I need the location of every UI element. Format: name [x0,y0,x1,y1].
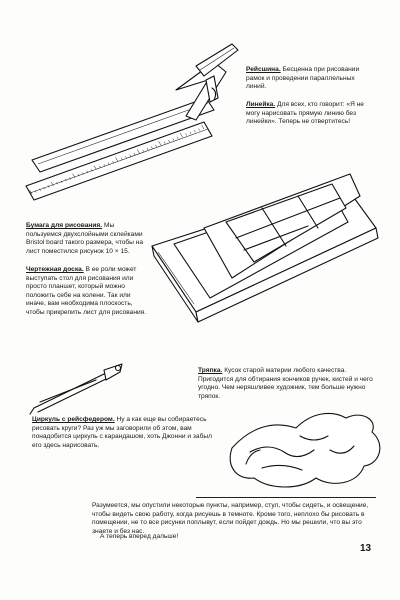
t-square-text: Бесценна при рисовании рамок и проведении параллельных линий. [246,66,360,91]
footer-closing: А теперь вперед дальше! [100,533,179,540]
t-square-term: Рейсшина. [246,66,281,73]
paper-caption [26,222,150,256]
footer-paragraph: Разумеется, мы опустили некоторые пункты, например, стул, чтобы сидеть, и освещение, чтобы видеть свою работу, когда рисуешь в темноте. Кроме того, неплохо бы рисовать в помещении, не то все рисунки поплывут, если пойдет дождь. Но мы решили, что вы это знаете и без нас. [92,502,369,535]
compass-term: Циркуль с рейсфедером. [32,416,115,423]
page-number: 13 [360,543,372,554]
rag-text: Кусок старой материи любого качества. Пригодится для обтирания кончиков ручек, кистей и чего угодно. Чем неряшливее художник, тем больше нужно тряпок. [198,367,373,400]
drawing-board-drawing [152,174,378,322]
compass-drawing [30,364,122,414]
t-square-caption [246,66,372,92]
ruler-caption [246,101,370,127]
rag-term: Тряпка. [198,367,223,374]
board-caption [26,266,150,318]
ruler-text: Для всех, кто говорит: «Я не могу нарисовать прямую линию без линейки». Теперь не отвертитесь! [246,101,364,126]
rag-caption [198,367,374,401]
compass-text: Ну а как еще вы собираетесь рисовать круги? Раз уж мы заговорили об этом, вам понадобится циркуль с карандашом, хоть Джонни и забыл его здесь нарисовать. [32,416,212,449]
ruler-term: Линейка. [246,101,276,108]
paper-text: Мы пользуемся двухслойными склейками Bristol board такого размера, чтобы на лист поместился рисунок 10 × 15. [26,222,144,255]
rag-drawing [230,413,380,487]
footer-divider [196,497,376,498]
board-text: В ее роли может выступать стол для рисования или просто планшет, который можно положить себе на колени. Так или иначе, вам необходима плоскость, чтобы прикрепить лист для рисования. [26,266,147,316]
board-term: Чертежная доска. [26,266,84,273]
paper-term: Бумага для рисования. [26,222,103,229]
compass-caption [32,416,220,450]
